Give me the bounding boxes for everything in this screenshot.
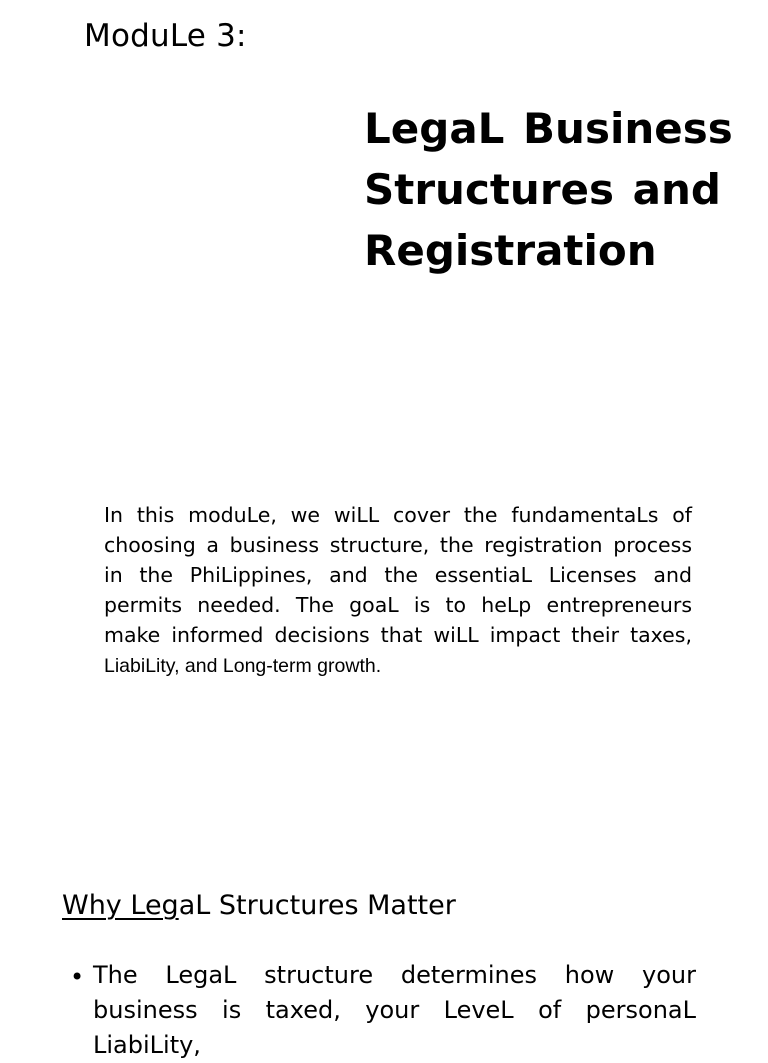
bullet-marker: •: [70, 963, 85, 991]
bullet-text: The LegaL structure determines how your business is taxed, your LeveL of personaL LiabiLity,: [93, 961, 696, 1059]
list-item: [70, 958, 696, 1063]
page-title: [364, 98, 733, 281]
title-line-1: LegaL Business: [364, 104, 733, 153]
title-line-2: Structures and: [364, 165, 721, 214]
module-label: ModuLe 3:: [84, 18, 247, 54]
section-heading: [62, 888, 456, 924]
intro-paragraph: [104, 500, 692, 681]
intro-text-tail: LiabiLity, and Long-term growth.: [104, 655, 382, 677]
bullet-list: [70, 958, 696, 1063]
title-line-3: Registration: [364, 226, 657, 275]
section-heading-rest: aL Structures Matter: [178, 890, 456, 921]
section-heading-underlined: Why Leg: [62, 890, 179, 921]
intro-text: In this moduLe, we wiLL cover the fundamentaLs of choosing a business structure, the registration process in the PhiLippines, and the essentiaL Licenses and permits needed. The goaL is to heLp entrepreneurs make informed decisions that wiLL impact their taxes,: [104, 503, 692, 647]
